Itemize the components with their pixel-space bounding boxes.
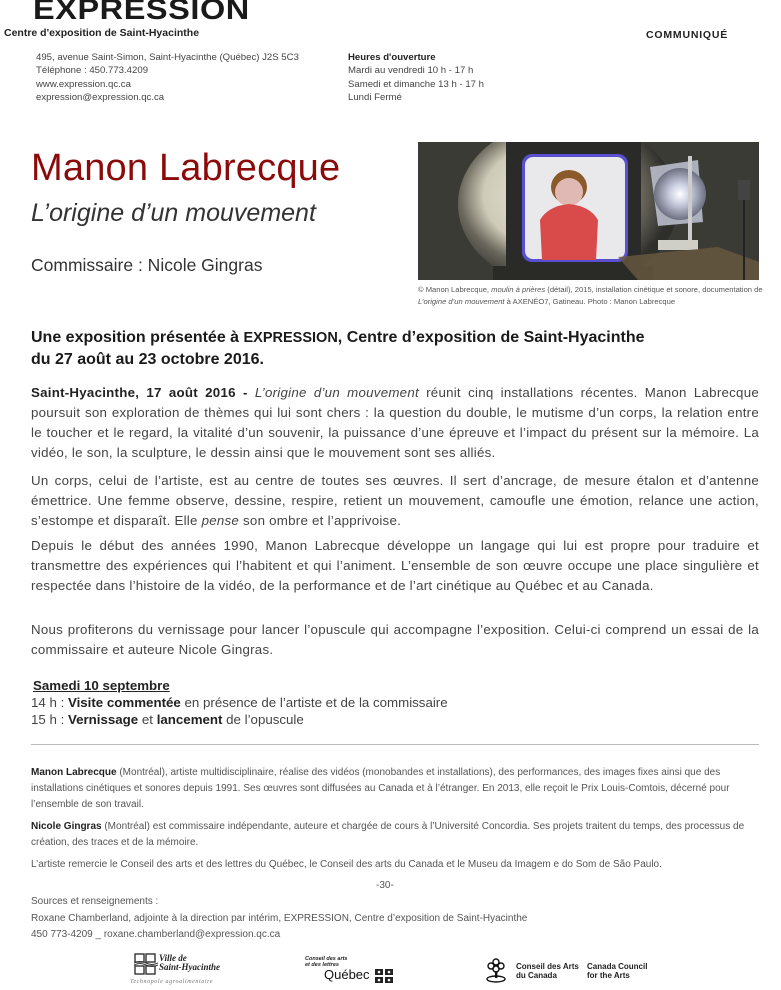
event-date: Samedi 10 septembre	[33, 678, 170, 693]
logo-text-quebec: Québec	[324, 967, 370, 982]
event-item	[31, 694, 448, 711]
body-paragraph-3: Depuis le début des années 1990, Manon Labrecque développe un langage qui lui est propre pour traduire et transmettre des expériences qui l’habitent et qui l’animent. L’ensemble de son œuvre occupe une place singulière et respectée dans l’histoire de la vidéo, de la performance et de l’art cinétique au Québec et au Canada.	[31, 538, 759, 593]
contact-name: Roxane Chamberland, adjointe à la direction par intérim, EXPRESSION, Centre d’exposition de Saint-Hyacinthe	[31, 912, 528, 924]
address-block	[36, 51, 299, 105]
bio-name: Nicole Gingras	[31, 821, 102, 832]
event-time: 15 h :	[31, 712, 68, 727]
section-divider	[31, 744, 759, 745]
event-schedule	[31, 677, 448, 728]
paragraph-text: son ombre et l’apprivoise.	[239, 513, 402, 528]
logo-saint-hyacinthe	[130, 953, 230, 989]
bio-text: (Montréal) est commissaire indépendante, auteure et chargée de cours à l’Université Concordia. Ses projets traitent du temps, des processus de création, des traces et de la mémoire.	[31, 821, 745, 848]
event-description: de l’opuscule	[222, 712, 304, 727]
artist-bio	[31, 765, 759, 813]
lead-venue: EXPRESSION	[243, 330, 338, 346]
email-link[interactable]: expression@expression.qc.ca	[36, 92, 165, 104]
exhibition-title: L’origine d’un mouvement	[31, 199, 316, 227]
photo-caption	[418, 284, 763, 307]
logo-tagline: Technopole agroalimentaire	[130, 979, 214, 985]
lead-text: Une exposition présentée à	[31, 329, 244, 346]
logo-subtitle: Centre d'exposition de Saint-Hyacinthe	[4, 27, 200, 39]
dateline: Saint-Hyacinthe, 17 août 2016 -	[31, 385, 255, 400]
event-item	[31, 711, 448, 728]
acknowledgements: L’artiste remercie le Conseil des arts et des lettres du Québec, le Conseil des arts du Canada et le Museu da Imagem e do Som de São Paulo.	[31, 859, 662, 870]
caption-exhibition-title: L’origine d’un mouvement	[418, 296, 505, 306]
caption-credit: © Manon Labrecque,	[418, 285, 492, 294]
lead-statement	[31, 327, 751, 370]
hours-line: Mardi au vendredi 10 h - 17 h	[348, 65, 474, 77]
document-type-label: COMMUNIQUÉ	[646, 29, 729, 41]
event-title: lancement	[156, 712, 223, 727]
body-paragraph-4: Nous profiterons du vernissage pour lancer l’opuscule qui accompagne l’exposition. Celui-ci comprend un essai de la commissaire et auteure Nicole Gingras.	[31, 622, 759, 657]
hours-line: Lundi Fermé	[348, 92, 402, 104]
emphasis: pense	[201, 513, 240, 528]
event-description: et	[138, 712, 157, 727]
logo-text: Canada Council	[587, 962, 648, 971]
logo-calq	[305, 956, 397, 986]
sources-title: Sources et renseignements :	[31, 896, 159, 907]
contact-details[interactable]: 450 773-4209 _ roxane.chamberland@expression.qc.ca	[31, 929, 281, 940]
bio-name: Manon Labrecque	[31, 767, 117, 778]
inline-exhibition-title: L’origine d’un mouvement	[254, 385, 419, 400]
logo-text: Conseil des arts	[305, 956, 348, 962]
caption-text: à AXENÉO7, Gatineau. Photo : Manon Labrecque	[504, 296, 676, 306]
exhibition-dates: du 27 août au 23 octobre 2016.	[31, 351, 264, 368]
event-time: 14 h :	[31, 695, 68, 710]
caption-work-title: moulin à prières	[491, 285, 546, 294]
artist-name-title: Manon Labrecque	[31, 147, 341, 189]
lead-text: , Centre d’exposition de Saint-Hyacinthe	[337, 329, 645, 346]
photo-illustration	[418, 142, 759, 280]
paragraph-text: réunit cinq installations récentes. Manon Labrecque poursuit son exploration de thèmes qui lui sont chers : la question du double, le mutisme d’un corps, la relation entre le toucher et le regard, la vitalité d’un souvenir, la puissance d’une épreuve et l’impact du présent sur la mémoire. La vidéo, le son, la sculpture, le dessin ainsi que le mouvement sont ses alliés.	[31, 385, 759, 460]
body-paragraph-2	[31, 471, 759, 531]
expression-logo: EXPRESSION	[33, 0, 250, 26]
logo-text: Conseil des Arts	[516, 962, 579, 971]
logo-text: for the Arts	[587, 971, 630, 980]
logo-canada-council	[485, 957, 655, 985]
website-link[interactable]: www.expression.qc.ca	[36, 78, 131, 90]
canada-council-tree-icon	[485, 957, 507, 983]
bio-text: (Montréal), artiste multidisciplinaire, réalise des vidéos (monobandes et installations), des performances, des images fixes ainsi que des installations cinétiques et sonores depuis 1991. Ses œuvres sont diffusées au Canada et à l’étranger. En 2013, elle reçoit le Prix Louis-Comtois, décerné pour l’ensemble de son travail.	[31, 767, 730, 810]
body-paragraph-1	[31, 383, 759, 463]
logo-text: du Canada	[516, 971, 557, 980]
curator-bio	[31, 819, 759, 851]
sources-block	[31, 894, 527, 944]
opening-hours	[348, 51, 484, 105]
logo-text: et des lettres	[305, 962, 339, 968]
logo-text: Saint-Hyacinthe	[159, 962, 221, 972]
end-mark: -30-	[376, 880, 394, 891]
saint-hyacinthe-emblem-icon	[134, 953, 158, 975]
caption-text: (détail), 2015, installation cinétique et sonore, documentation de	[545, 285, 763, 294]
address-line: 495, avenue Saint-Simon, Saint-Hyacinthe (Québec) J2S 5C3	[36, 52, 299, 63]
phone-line: Téléphone : 450.773.4209	[36, 65, 149, 77]
hours-title: Heures d'ouverture	[348, 52, 436, 63]
hours-line: Samedi et dimanche 13 h - 17 h	[348, 78, 484, 90]
quebec-flag-icon	[375, 969, 393, 983]
event-description: en présence de l’artiste et de la commissaire	[180, 695, 448, 710]
curator-line: Commissaire : Nicole Gingras	[31, 255, 263, 275]
exhibition-photo	[418, 142, 759, 280]
event-title: Vernissage	[67, 712, 139, 727]
paragraph-text: Un corps, celui de l’artiste, est au centre de toutes ses œuvres. Il sert d’ancrage, de mesure étalon et d’antenne émettrice. Une femme observe, dessine, respire, retient un mouvement, camoufle une émotion, relance une action, s’estompe et disparaît. Elle	[31, 473, 759, 528]
event-title: Visite commentée	[67, 695, 181, 710]
logo-text: Ville de	[159, 953, 187, 963]
